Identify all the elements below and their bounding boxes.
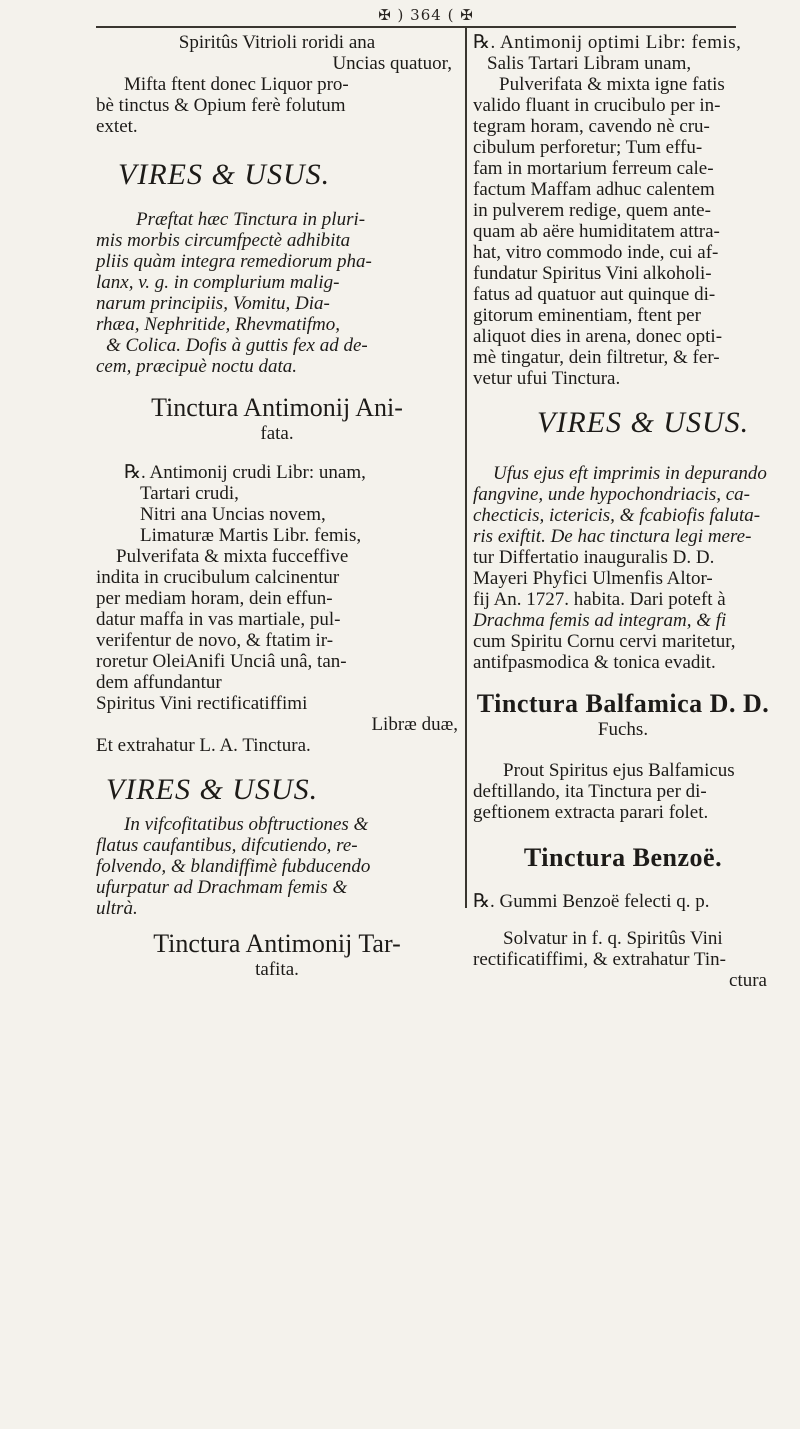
right-p3-line: geftionem extracta parari folet. — [473, 802, 709, 823]
left-p3-line: Nitri ana Uncias novem, — [140, 504, 326, 525]
right-p1-line: Salis Tartari Libram unam, — [487, 53, 692, 74]
right-p4-line: ctura — [729, 970, 767, 991]
right-p2-line: fij An. 1727. habita. Dari poteft à — [473, 589, 726, 610]
left-p1-line: bè tinctus & Opium ferè folutum — [96, 95, 346, 116]
right-heading-benzoe: Tinctura Benzoë. — [523, 843, 723, 872]
right-p2-line: cum Spiritu Cornu cervi maritetur, — [473, 631, 736, 652]
right-heading-vires-usus-1: VIRES & USUS. — [537, 406, 750, 439]
right-p1-line: hat, vitro commodo inde, cui af- — [473, 242, 719, 263]
left-p3-line: datur maffa in vas martiale, pul- — [96, 609, 341, 630]
left-p3-line: per mediam horam, dein effun- — [96, 588, 333, 609]
left-p3-line: Tartari crudi, — [140, 483, 239, 504]
right-p2-line: Drachma femis ad integram, & fi — [473, 610, 727, 631]
right-column — [473, 32, 773, 991]
right-p2-line: Ufus ejus eft imprimis in depurando — [493, 463, 767, 484]
right-p1-line: cibulum perforetur; Tum effu- — [473, 137, 703, 158]
left-heading-antimonij-tartarisata: Tinctura Antimonij Tar- — [153, 929, 401, 958]
left-heading-antimonij-anisata-2: fata. — [260, 423, 294, 444]
left-column — [96, 32, 458, 980]
left-p2-line: mis morbis circumfpectè adhibita — [96, 230, 351, 251]
right-p1-line: Pulverifata & mixta igne fatis — [499, 74, 725, 95]
right-p2-line: checticis, ictericis, & fcabiofis faluta- — [473, 505, 761, 526]
right-p1-line: tegram horam, cavendo nè cru- — [473, 116, 710, 137]
left-p2-line: rhæa, Nephritide, Rhevmatifmo, — [96, 314, 340, 335]
right-p1-line: fatus ad quatuor aut quinque di- — [473, 284, 716, 305]
left-p3-line: Libræ duæ, — [371, 714, 458, 735]
left-p4-line: folvendo, & blandiffimè fubducendo — [96, 856, 371, 877]
right-p2-line: fangvine, unde hypochondriacis, ca- — [473, 484, 751, 505]
left-p1-line: Uncias quatuor, — [332, 53, 452, 74]
left-p3-line: roretur OleiAnifi Unciâ unâ, tan- — [96, 651, 347, 672]
left-p3-line: Spiritus Vini rectificatiffimi — [96, 693, 308, 714]
right-p4-line: Solvatur in f. q. Spiritûs Vini — [503, 928, 723, 949]
left-heading-vires-usus-1: VIRES & USUS. — [118, 158, 331, 191]
left-p4-line: ufurpatur ad Drachmam femis & — [96, 877, 348, 898]
right-p1-line: quam ab aëre humiditatem attra- — [473, 221, 720, 242]
right-heading-balsamica-2: Fuchs. — [597, 719, 649, 740]
right-p4-line: rectificatiffimi, & extrahatur Tin- — [473, 949, 726, 970]
right-p1-line: aliquot dies in arena, donec opti- — [473, 326, 723, 347]
left-heading-antimonij-tartarisata-2: tafita. — [255, 959, 299, 980]
left-p3-line: indita in crucibulum calcinentur — [96, 567, 340, 588]
right-p1-line: vetur ufui Tinctura. — [473, 368, 621, 389]
right-p1-line: fam in mortarium ferreum cale- — [473, 158, 714, 179]
left-heading-vires-usus-2: VIRES & USUS. — [106, 773, 319, 806]
left-p2-line: pliis quàm integra remediorum pha- — [96, 251, 372, 272]
left-p4-line: ultrà. — [96, 898, 138, 919]
left-p2-line: lanx, v. g. in complurium malig- — [96, 272, 340, 293]
column-divider — [465, 28, 467, 908]
right-heading-balsamica: Tinctura Balfamica D. D. — [476, 689, 770, 718]
left-p3-line: dem affundantur — [96, 672, 222, 693]
right-p1-line: mè tingatur, dein filtretur, & fer- — [473, 347, 720, 368]
left-p2-line: cem, præcipuè noctu data. — [96, 356, 298, 377]
running-head: ✠ ) 364 ( ✠ — [378, 6, 474, 24]
right-p2-line: antifpasmodica & tonica evadit. — [473, 652, 716, 673]
left-p1-line: Mifta ftent donec Liquor pro- — [124, 74, 349, 95]
right-p1-line: valido fluant in crucibulo per in- — [473, 95, 721, 116]
right-p1-line: in pulverem redige, quem ante- — [473, 200, 711, 221]
left-p3-line: Et extrahatur L. A. Tinctura. — [96, 735, 311, 756]
left-p3-line: verifentur de novo, & ftatim ir- — [96, 630, 334, 651]
left-p4-line: flatus caufantibus, difcutiendo, re- — [96, 835, 358, 856]
left-p3-line: Limaturæ Martis Libr. femis, — [140, 525, 362, 546]
top-rule — [96, 26, 736, 28]
right-p4-line: ℞. Gummi Benzoë felecti q. p. — [473, 891, 710, 912]
left-p1-line: Spiritûs Vitrioli roridi ana — [178, 32, 376, 53]
right-p2-line: tur Differtatio inauguralis D. D. — [473, 547, 715, 568]
left-p2-line: narum principiis, Vomitu, Dia- — [96, 293, 330, 314]
left-p3-line: Pulverifata & mixta fucceffive — [116, 546, 349, 567]
right-p2-line: ris exiftit. De hac tinctura legi mere- — [473, 526, 752, 547]
right-p3-line: Prout Spiritus ejus Balfamicus — [503, 760, 735, 781]
left-p3-line: ℞. Antimonij crudi Libr: unam, — [124, 462, 366, 483]
right-p1-line: ℞. Antimonij optimi Libr: femis, — [473, 32, 742, 53]
left-p2-line: Præftat hæc Tinctura in pluri- — [136, 209, 366, 230]
right-p1-line: factum Maffam adhuc calentem — [473, 179, 715, 200]
left-p2-line: & Colica. Dofis à guttis fex ad de- — [106, 335, 368, 356]
right-p1-line: fundatur Spiritus Vini alkoholi- — [473, 263, 712, 284]
left-p4-line: In vifcofitatibus obftructiones & — [124, 814, 369, 835]
right-p3-line: deftillando, ita Tinctura per di- — [473, 781, 707, 802]
left-p1-line: extet. — [96, 116, 138, 137]
right-p1-line: gitorum eminentiam, ftent per — [473, 305, 701, 326]
left-heading-antimonij-anisata: Tinctura Antimonij Ani- — [151, 393, 403, 422]
right-p2-line: Mayeri Phyfici Ulmenfis Altor- — [473, 568, 713, 589]
